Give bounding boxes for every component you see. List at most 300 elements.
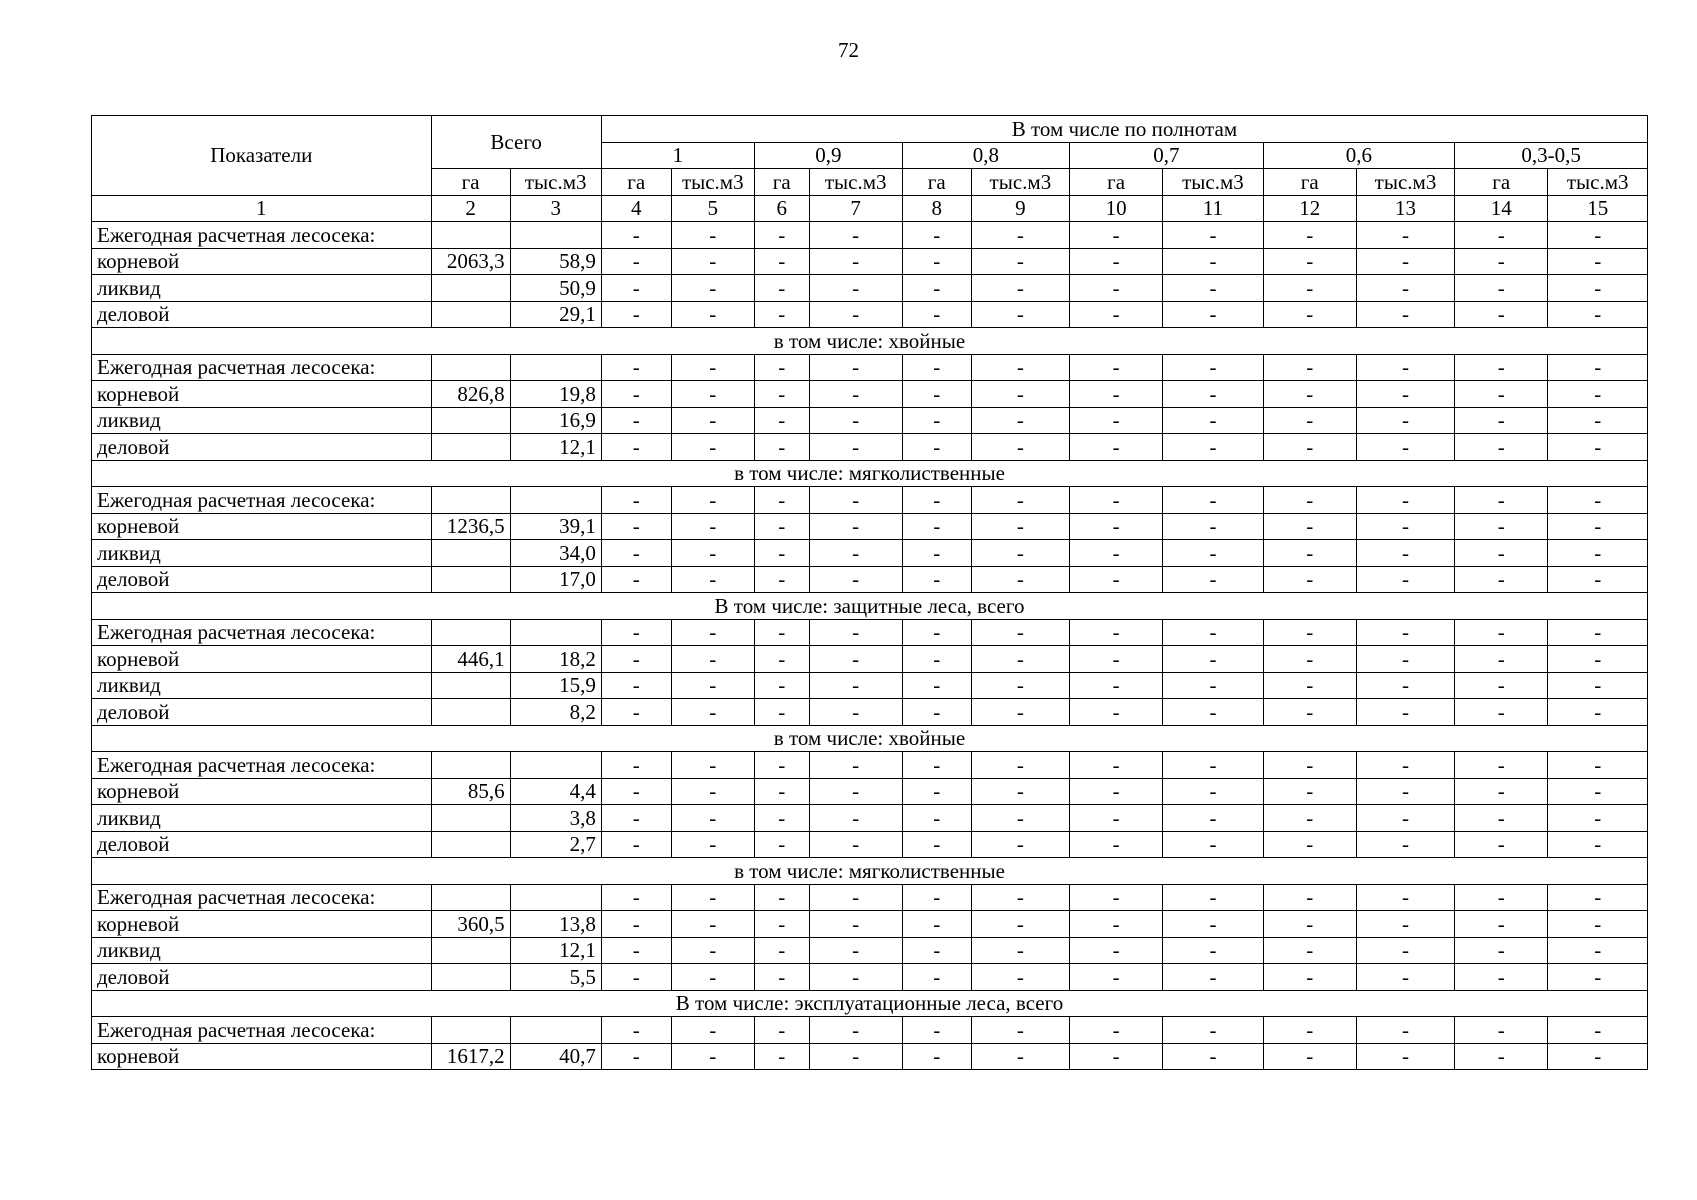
dash-cell: - — [1070, 805, 1163, 832]
dash-cell: - — [1163, 407, 1263, 434]
dash-cell: - — [1356, 752, 1454, 779]
dash-cell: - — [671, 911, 754, 938]
dash-cell: - — [1548, 805, 1648, 832]
dash-cell: - — [1163, 381, 1263, 408]
dash-cell: - — [601, 275, 671, 302]
dash-cell: - — [971, 805, 1069, 832]
row-label: Ежегодная расчетная лесосека: — [92, 1017, 432, 1044]
dash-cell: - — [1455, 672, 1548, 699]
dash-cell: - — [1070, 778, 1163, 805]
dash-cell: - — [1070, 487, 1163, 514]
total-ha — [431, 275, 510, 302]
section-title: В том числе: эксплуатационные леса, всего — [92, 990, 1648, 1017]
dash-cell: - — [1356, 911, 1454, 938]
dash-cell: - — [1070, 222, 1163, 249]
column-number: 6 — [754, 195, 809, 222]
dash-cell: - — [601, 619, 671, 646]
dash-cell: - — [1455, 752, 1548, 779]
total-volume — [510, 1017, 601, 1044]
dash-cell: - — [1455, 301, 1548, 328]
dash-cell: - — [754, 964, 809, 991]
unit-volume: тыс.м3 — [1163, 169, 1263, 196]
total-volume: 19,8 — [510, 381, 601, 408]
dash-cell: - — [1163, 911, 1263, 938]
row-label: Ежегодная расчетная лесосека: — [92, 354, 432, 381]
dash-cell: - — [1070, 248, 1163, 275]
dash-cell: - — [1455, 513, 1548, 540]
total-volume: 18,2 — [510, 646, 601, 673]
row-label: ликвид — [92, 275, 432, 302]
dash-cell: - — [1455, 884, 1548, 911]
row-label: Ежегодная расчетная лесосека: — [92, 884, 432, 911]
dash-cell: - — [1263, 831, 1356, 858]
dash-cell: - — [754, 831, 809, 858]
dash-cell: - — [1356, 540, 1454, 567]
total-volume — [510, 619, 601, 646]
dash-cell: - — [671, 752, 754, 779]
dash-cell: - — [902, 540, 971, 567]
header-density: 0,9 — [754, 142, 902, 169]
dash-cell: - — [671, 778, 754, 805]
column-number: 1 — [92, 195, 432, 222]
dash-cell: - — [1070, 619, 1163, 646]
total-ha — [431, 752, 510, 779]
dash-cell: - — [1163, 248, 1263, 275]
dash-cell: - — [671, 248, 754, 275]
total-volume — [510, 487, 601, 514]
total-volume: 58,9 — [510, 248, 601, 275]
dash-cell: - — [1455, 805, 1548, 832]
dash-cell: - — [1548, 1043, 1648, 1070]
dash-cell: - — [971, 937, 1069, 964]
header-column-numbers-row — [92, 195, 1648, 222]
dash-cell: - — [1356, 619, 1454, 646]
dash-cell: - — [1070, 646, 1163, 673]
table-row — [92, 540, 1648, 567]
dash-cell: - — [1356, 831, 1454, 858]
dash-cell: - — [1455, 381, 1548, 408]
dash-cell: - — [971, 513, 1069, 540]
dash-cell: - — [1263, 434, 1356, 461]
dash-cell: - — [754, 222, 809, 249]
column-number: 11 — [1163, 195, 1263, 222]
dash-cell: - — [1070, 911, 1163, 938]
dash-cell: - — [902, 805, 971, 832]
dash-cell: - — [1455, 1017, 1548, 1044]
dash-cell: - — [902, 248, 971, 275]
table-row — [92, 778, 1648, 805]
dash-cell: - — [1263, 884, 1356, 911]
dash-cell: - — [902, 434, 971, 461]
dash-cell: - — [671, 805, 754, 832]
dash-cell: - — [1548, 222, 1648, 249]
dash-cell: - — [1548, 540, 1648, 567]
dash-cell: - — [754, 911, 809, 938]
table-row — [92, 222, 1648, 249]
dash-cell: - — [1356, 275, 1454, 302]
dash-cell: - — [1356, 672, 1454, 699]
row-label: корневой — [92, 248, 432, 275]
dash-cell: - — [671, 301, 754, 328]
dash-cell: - — [1263, 566, 1356, 593]
dash-cell: - — [902, 301, 971, 328]
dash-cell: - — [1070, 513, 1163, 540]
header-by-density: В том числе по полнотам — [601, 116, 1647, 143]
dash-cell: - — [754, 778, 809, 805]
header-density: 0,7 — [1070, 142, 1264, 169]
row-label: деловой — [92, 831, 432, 858]
dash-cell: - — [1163, 222, 1263, 249]
dash-cell: - — [754, 434, 809, 461]
header-density: 0,8 — [902, 142, 1069, 169]
total-ha: 1617,2 — [431, 1043, 510, 1070]
total-ha — [431, 407, 510, 434]
dash-cell: - — [1070, 301, 1163, 328]
dash-cell: - — [754, 354, 809, 381]
section-header-row — [92, 725, 1648, 752]
total-ha — [431, 222, 510, 249]
dash-cell: - — [671, 275, 754, 302]
dash-cell: - — [1263, 487, 1356, 514]
dash-cell: - — [1455, 778, 1548, 805]
dash-cell: - — [1163, 831, 1263, 858]
table-row — [92, 248, 1648, 275]
dash-cell: - — [971, 752, 1069, 779]
total-volume: 29,1 — [510, 301, 601, 328]
dash-cell: - — [809, 407, 902, 434]
total-ha — [431, 831, 510, 858]
dash-cell: - — [1548, 566, 1648, 593]
dash-cell: - — [671, 672, 754, 699]
dash-cell: - — [809, 884, 902, 911]
dash-cell: - — [1356, 513, 1454, 540]
dash-cell: - — [754, 646, 809, 673]
dash-cell: - — [671, 831, 754, 858]
unit-volume: тыс.м3 — [971, 169, 1069, 196]
total-volume — [510, 354, 601, 381]
dash-cell: - — [809, 831, 902, 858]
dash-cell: - — [971, 778, 1069, 805]
row-label: ликвид — [92, 937, 432, 964]
dash-cell: - — [1455, 1043, 1548, 1070]
dash-cell: - — [971, 911, 1069, 938]
dash-cell: - — [1263, 699, 1356, 726]
table-row — [92, 301, 1648, 328]
unit-volume: тыс.м3 — [809, 169, 902, 196]
dash-cell: - — [1455, 646, 1548, 673]
dash-cell: - — [1548, 354, 1648, 381]
row-label: ликвид — [92, 540, 432, 567]
dash-cell: - — [1548, 407, 1648, 434]
dash-cell: - — [1263, 752, 1356, 779]
dash-cell: - — [1263, 911, 1356, 938]
total-volume: 12,1 — [510, 434, 601, 461]
total-volume: 39,1 — [510, 513, 601, 540]
dash-cell: - — [1548, 672, 1648, 699]
row-label: корневой — [92, 646, 432, 673]
dash-cell: - — [971, 540, 1069, 567]
dash-cell: - — [601, 434, 671, 461]
unit-ha: га — [754, 169, 809, 196]
total-volume: 12,1 — [510, 937, 601, 964]
dash-cell: - — [671, 884, 754, 911]
table-row — [92, 646, 1648, 673]
dash-cell: - — [809, 487, 902, 514]
total-ha: 826,8 — [431, 381, 510, 408]
dash-cell: - — [671, 407, 754, 434]
header-density: 0,6 — [1263, 142, 1455, 169]
section-title: в том числе: хвойные — [92, 328, 1648, 355]
dash-cell: - — [902, 911, 971, 938]
dash-cell: - — [971, 646, 1069, 673]
dash-cell: - — [1263, 672, 1356, 699]
column-number: 15 — [1548, 195, 1648, 222]
dash-cell: - — [1070, 672, 1163, 699]
dash-cell: - — [1163, 699, 1263, 726]
dash-cell: - — [671, 222, 754, 249]
dash-cell: - — [1548, 964, 1648, 991]
dash-cell: - — [1548, 911, 1648, 938]
dash-cell: - — [902, 275, 971, 302]
dash-cell: - — [754, 381, 809, 408]
dash-cell: - — [601, 805, 671, 832]
dash-cell: - — [671, 964, 754, 991]
unit-volume: тыс.м3 — [1548, 169, 1648, 196]
total-ha: 85,6 — [431, 778, 510, 805]
dash-cell: - — [601, 354, 671, 381]
total-ha — [431, 540, 510, 567]
dash-cell: - — [971, 434, 1069, 461]
total-volume: 17,0 — [510, 566, 601, 593]
row-label: деловой — [92, 434, 432, 461]
dash-cell: - — [809, 619, 902, 646]
dash-cell: - — [601, 540, 671, 567]
dash-cell: - — [671, 1043, 754, 1070]
table-row — [92, 381, 1648, 408]
dash-cell: - — [754, 884, 809, 911]
dash-cell: - — [1356, 805, 1454, 832]
total-ha — [431, 619, 510, 646]
dash-cell: - — [902, 354, 971, 381]
section-header-row — [92, 460, 1648, 487]
section-header-row — [92, 328, 1648, 355]
dash-cell: - — [1070, 937, 1163, 964]
dash-cell: - — [1455, 566, 1548, 593]
total-ha: 360,5 — [431, 911, 510, 938]
dash-cell: - — [1356, 301, 1454, 328]
row-label: ликвид — [92, 672, 432, 699]
dash-cell: - — [1163, 884, 1263, 911]
table-row — [92, 275, 1648, 302]
table-row — [92, 487, 1648, 514]
dash-cell: - — [809, 964, 902, 991]
dash-cell: - — [1548, 778, 1648, 805]
dash-cell: - — [1263, 513, 1356, 540]
dash-cell: - — [902, 937, 971, 964]
row-label: корневой — [92, 778, 432, 805]
table-row — [92, 513, 1648, 540]
dash-cell: - — [1070, 964, 1163, 991]
dash-cell: - — [754, 752, 809, 779]
dash-cell: - — [671, 381, 754, 408]
dash-cell: - — [971, 248, 1069, 275]
dash-cell: - — [809, 248, 902, 275]
total-ha — [431, 805, 510, 832]
dash-cell: - — [809, 805, 902, 832]
dash-cell: - — [601, 646, 671, 673]
dash-cell: - — [902, 513, 971, 540]
dash-cell: - — [1356, 884, 1454, 911]
dash-cell: - — [1070, 275, 1163, 302]
dash-cell: - — [1163, 540, 1263, 567]
column-number: 12 — [1263, 195, 1356, 222]
dash-cell: - — [809, 752, 902, 779]
dash-cell: - — [1070, 1043, 1163, 1070]
section-title: в том числе: хвойные — [92, 725, 1648, 752]
dash-cell: - — [1163, 805, 1263, 832]
dash-cell: - — [1263, 354, 1356, 381]
column-number: 8 — [902, 195, 971, 222]
table-row — [92, 1043, 1648, 1070]
dash-cell: - — [809, 646, 902, 673]
dash-cell: - — [1356, 1043, 1454, 1070]
table-row — [92, 884, 1648, 911]
dash-cell: - — [1263, 381, 1356, 408]
dash-cell: - — [1263, 778, 1356, 805]
dash-cell: - — [754, 699, 809, 726]
dash-cell: - — [601, 248, 671, 275]
total-volume: 5,5 — [510, 964, 601, 991]
total-ha — [431, 699, 510, 726]
dash-cell: - — [1548, 434, 1648, 461]
dash-cell: - — [754, 407, 809, 434]
dash-cell: - — [601, 778, 671, 805]
dash-cell: - — [671, 513, 754, 540]
dash-cell: - — [1070, 540, 1163, 567]
dash-cell: - — [971, 354, 1069, 381]
dash-cell: - — [671, 566, 754, 593]
dash-cell: - — [601, 513, 671, 540]
section-title: В том числе: защитные леса, всего — [92, 593, 1648, 620]
total-ha — [431, 354, 510, 381]
dash-cell: - — [1163, 646, 1263, 673]
dash-cell: - — [1356, 964, 1454, 991]
dash-cell: - — [1263, 222, 1356, 249]
dash-cell: - — [1163, 275, 1263, 302]
dash-cell: - — [601, 672, 671, 699]
row-label: ликвид — [92, 805, 432, 832]
dash-cell: - — [601, 566, 671, 593]
dash-cell: - — [1070, 434, 1163, 461]
dash-cell: - — [1070, 752, 1163, 779]
unit-ha: га — [1070, 169, 1163, 196]
dash-cell: - — [601, 884, 671, 911]
total-volume: 2,7 — [510, 831, 601, 858]
dash-cell: - — [971, 487, 1069, 514]
total-volume: 40,7 — [510, 1043, 601, 1070]
total-ha: 1236,5 — [431, 513, 510, 540]
dash-cell: - — [971, 301, 1069, 328]
dash-cell: - — [1548, 646, 1648, 673]
table-row — [92, 672, 1648, 699]
section-header-row — [92, 990, 1648, 1017]
dash-cell: - — [1070, 831, 1163, 858]
total-volume: 16,9 — [510, 407, 601, 434]
dash-cell: - — [1548, 752, 1648, 779]
dash-cell: - — [754, 540, 809, 567]
dash-cell: - — [1163, 513, 1263, 540]
table-row — [92, 407, 1648, 434]
dash-cell: - — [902, 646, 971, 673]
dash-cell: - — [1548, 937, 1648, 964]
dash-cell: - — [601, 964, 671, 991]
dash-cell: - — [902, 752, 971, 779]
dash-cell: - — [1070, 407, 1163, 434]
dash-cell: - — [1263, 937, 1356, 964]
dash-cell: - — [671, 937, 754, 964]
dash-cell: - — [1263, 275, 1356, 302]
dash-cell: - — [1263, 301, 1356, 328]
dash-cell: - — [671, 699, 754, 726]
dash-cell: - — [902, 672, 971, 699]
dash-cell: - — [1070, 354, 1163, 381]
dash-cell: - — [1356, 699, 1454, 726]
total-volume: 4,4 — [510, 778, 601, 805]
dash-cell: - — [671, 354, 754, 381]
dash-cell: - — [1070, 884, 1163, 911]
dash-cell: - — [1455, 222, 1548, 249]
dash-cell: - — [1548, 248, 1648, 275]
dash-cell: - — [1548, 487, 1648, 514]
dash-cell: - — [1263, 1017, 1356, 1044]
row-label: корневой — [92, 1043, 432, 1070]
dash-cell: - — [1070, 1017, 1163, 1044]
table-row — [92, 805, 1648, 832]
total-ha — [431, 566, 510, 593]
header-density: 1 — [601, 142, 754, 169]
dash-cell: - — [902, 778, 971, 805]
dash-cell: - — [671, 619, 754, 646]
total-ha — [431, 487, 510, 514]
dash-cell: - — [809, 275, 902, 302]
dash-cell: - — [1455, 487, 1548, 514]
row-label: Ежегодная расчетная лесосека: — [92, 487, 432, 514]
dash-cell: - — [809, 911, 902, 938]
row-label: корневой — [92, 381, 432, 408]
header-density: 0,3-0,5 — [1455, 142, 1648, 169]
dash-cell: - — [1548, 699, 1648, 726]
total-volume: 3,8 — [510, 805, 601, 832]
dash-cell: - — [1548, 1017, 1648, 1044]
total-volume: 15,9 — [510, 672, 601, 699]
dash-cell: - — [601, 407, 671, 434]
dash-cell: - — [809, 937, 902, 964]
table-row — [92, 354, 1648, 381]
dash-cell: - — [1163, 672, 1263, 699]
column-number: 13 — [1356, 195, 1454, 222]
dash-cell: - — [1356, 354, 1454, 381]
page-number: 72 — [838, 38, 859, 62]
dash-cell: - — [601, 911, 671, 938]
dash-cell: - — [1356, 646, 1454, 673]
dash-cell: - — [971, 964, 1069, 991]
dash-cell: - — [1548, 619, 1648, 646]
dash-cell: - — [601, 699, 671, 726]
dash-cell: - — [601, 381, 671, 408]
dash-cell: - — [601, 1043, 671, 1070]
dash-cell: - — [1263, 540, 1356, 567]
dash-cell: - — [1356, 487, 1454, 514]
